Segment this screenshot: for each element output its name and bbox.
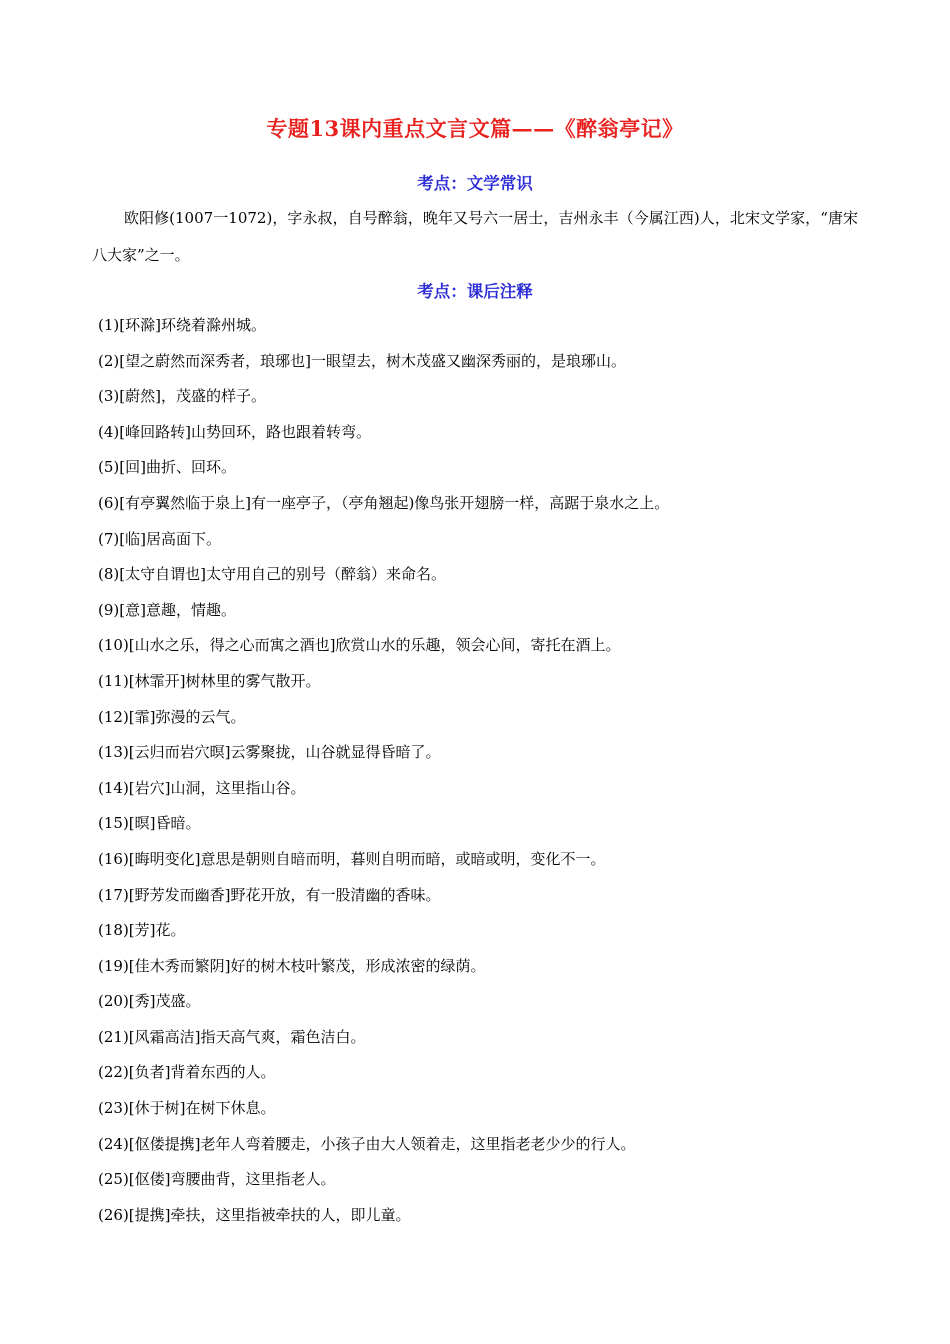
section-heading-annotations: 考点：课后注释: [417, 282, 533, 301]
annotation-item: (4)[峰回路转]山势回环，路也跟着转弯。: [98, 422, 371, 441]
annotation-item: (13)[云归而岩穴暝]云雾聚拢，山谷就显得昏暗了。: [98, 743, 441, 762]
annotation-item: (6)[有亭翼然临于泉上]有一座亭子，（亭角翘起)像鸟张开翅膀一样，高踞于泉水之上。: [98, 493, 670, 512]
annotation-list: [98, 308, 858, 1233]
annotation-item: (18)[芳]花。: [98, 921, 186, 940]
annotation-item: (12)[霏]弥漫的云气。: [98, 707, 246, 726]
annotation-item: (17)[野芳发而幽香]野花开放，有一股清幽的香味。: [98, 885, 441, 904]
annotation-item: (2)[望之蔚然而深秀者，琅琊也]一眼望去，树木茂盛又幽深秀丽的，是琅琊山。: [98, 351, 626, 370]
annotation-item: (23)[休于树]在树下休息。: [98, 1099, 276, 1118]
section-heading-literary-knowledge: 考点：文学常识: [417, 174, 533, 193]
annotation-item: (15)[暝]昏暗。: [98, 814, 201, 833]
annotation-item: (5)[回]曲折、回环。: [98, 458, 236, 477]
annotation-item: (10)[山水之乐，得之心而寓之酒也]欣赏山水的乐趣，领会心间，寄托在酒上。: [98, 636, 621, 655]
annotation-item: (25)[伛偻]弯腰曲背，这里指老人。: [98, 1170, 336, 1189]
annotation-item: (1)[环滁]环绕着滁州城。: [98, 316, 266, 334]
annotation-item: (20)[秀]茂盛。: [98, 992, 201, 1011]
annotation-item: (26)[提携]牵扶，这里指被牵扶的人，即儿童。: [98, 1205, 411, 1224]
document-title: 专题13课内重点文言文篇——《醉翁亭记》: [266, 116, 684, 141]
annotation-item: (11)[林霏开]树林里的雾气散开。: [98, 671, 321, 690]
annotation-item: (14)[岩穴]山洞，这里指山谷。: [98, 778, 306, 797]
annotation-item: (21)[风霜高洁]指天高气爽，霜色洁白。: [98, 1027, 366, 1046]
annotation-item: (8)[太守自谓也]太守用自己的别号（醉翁）来命名。: [98, 565, 446, 584]
annotation-item: (7)[临]居高面下。: [98, 529, 221, 548]
annotation-item: (16)[晦明变化]意思是朝则自暗而明，暮则自明而暗，或暗或明，变化不一。: [98, 849, 606, 868]
annotation-item: (3)[蔚然]，茂盛的样子。: [98, 387, 266, 406]
annotation-item: (24)[伛偻提携]老年人弯着腰走，小孩子由大人领着走，这里指老老少少的行人。: [98, 1134, 636, 1153]
annotation-item: (19)[佳木秀而繁阴]好的树木枝叶繁茂，形成浓密的绿荫。: [98, 956, 486, 975]
annotation-item: (22)[负者]背着东西的人。: [98, 1063, 276, 1082]
author-intro-paragraph: 欧阳修(1007一1072)，字永叔，自号醉翁，晚年又号六一居士，吉州永丰（今属江西)人，北宋文学家，“唐宋八大家”之一。: [92, 209, 858, 264]
annotation-item: (9)[意]意趣，情趣。: [98, 600, 236, 619]
